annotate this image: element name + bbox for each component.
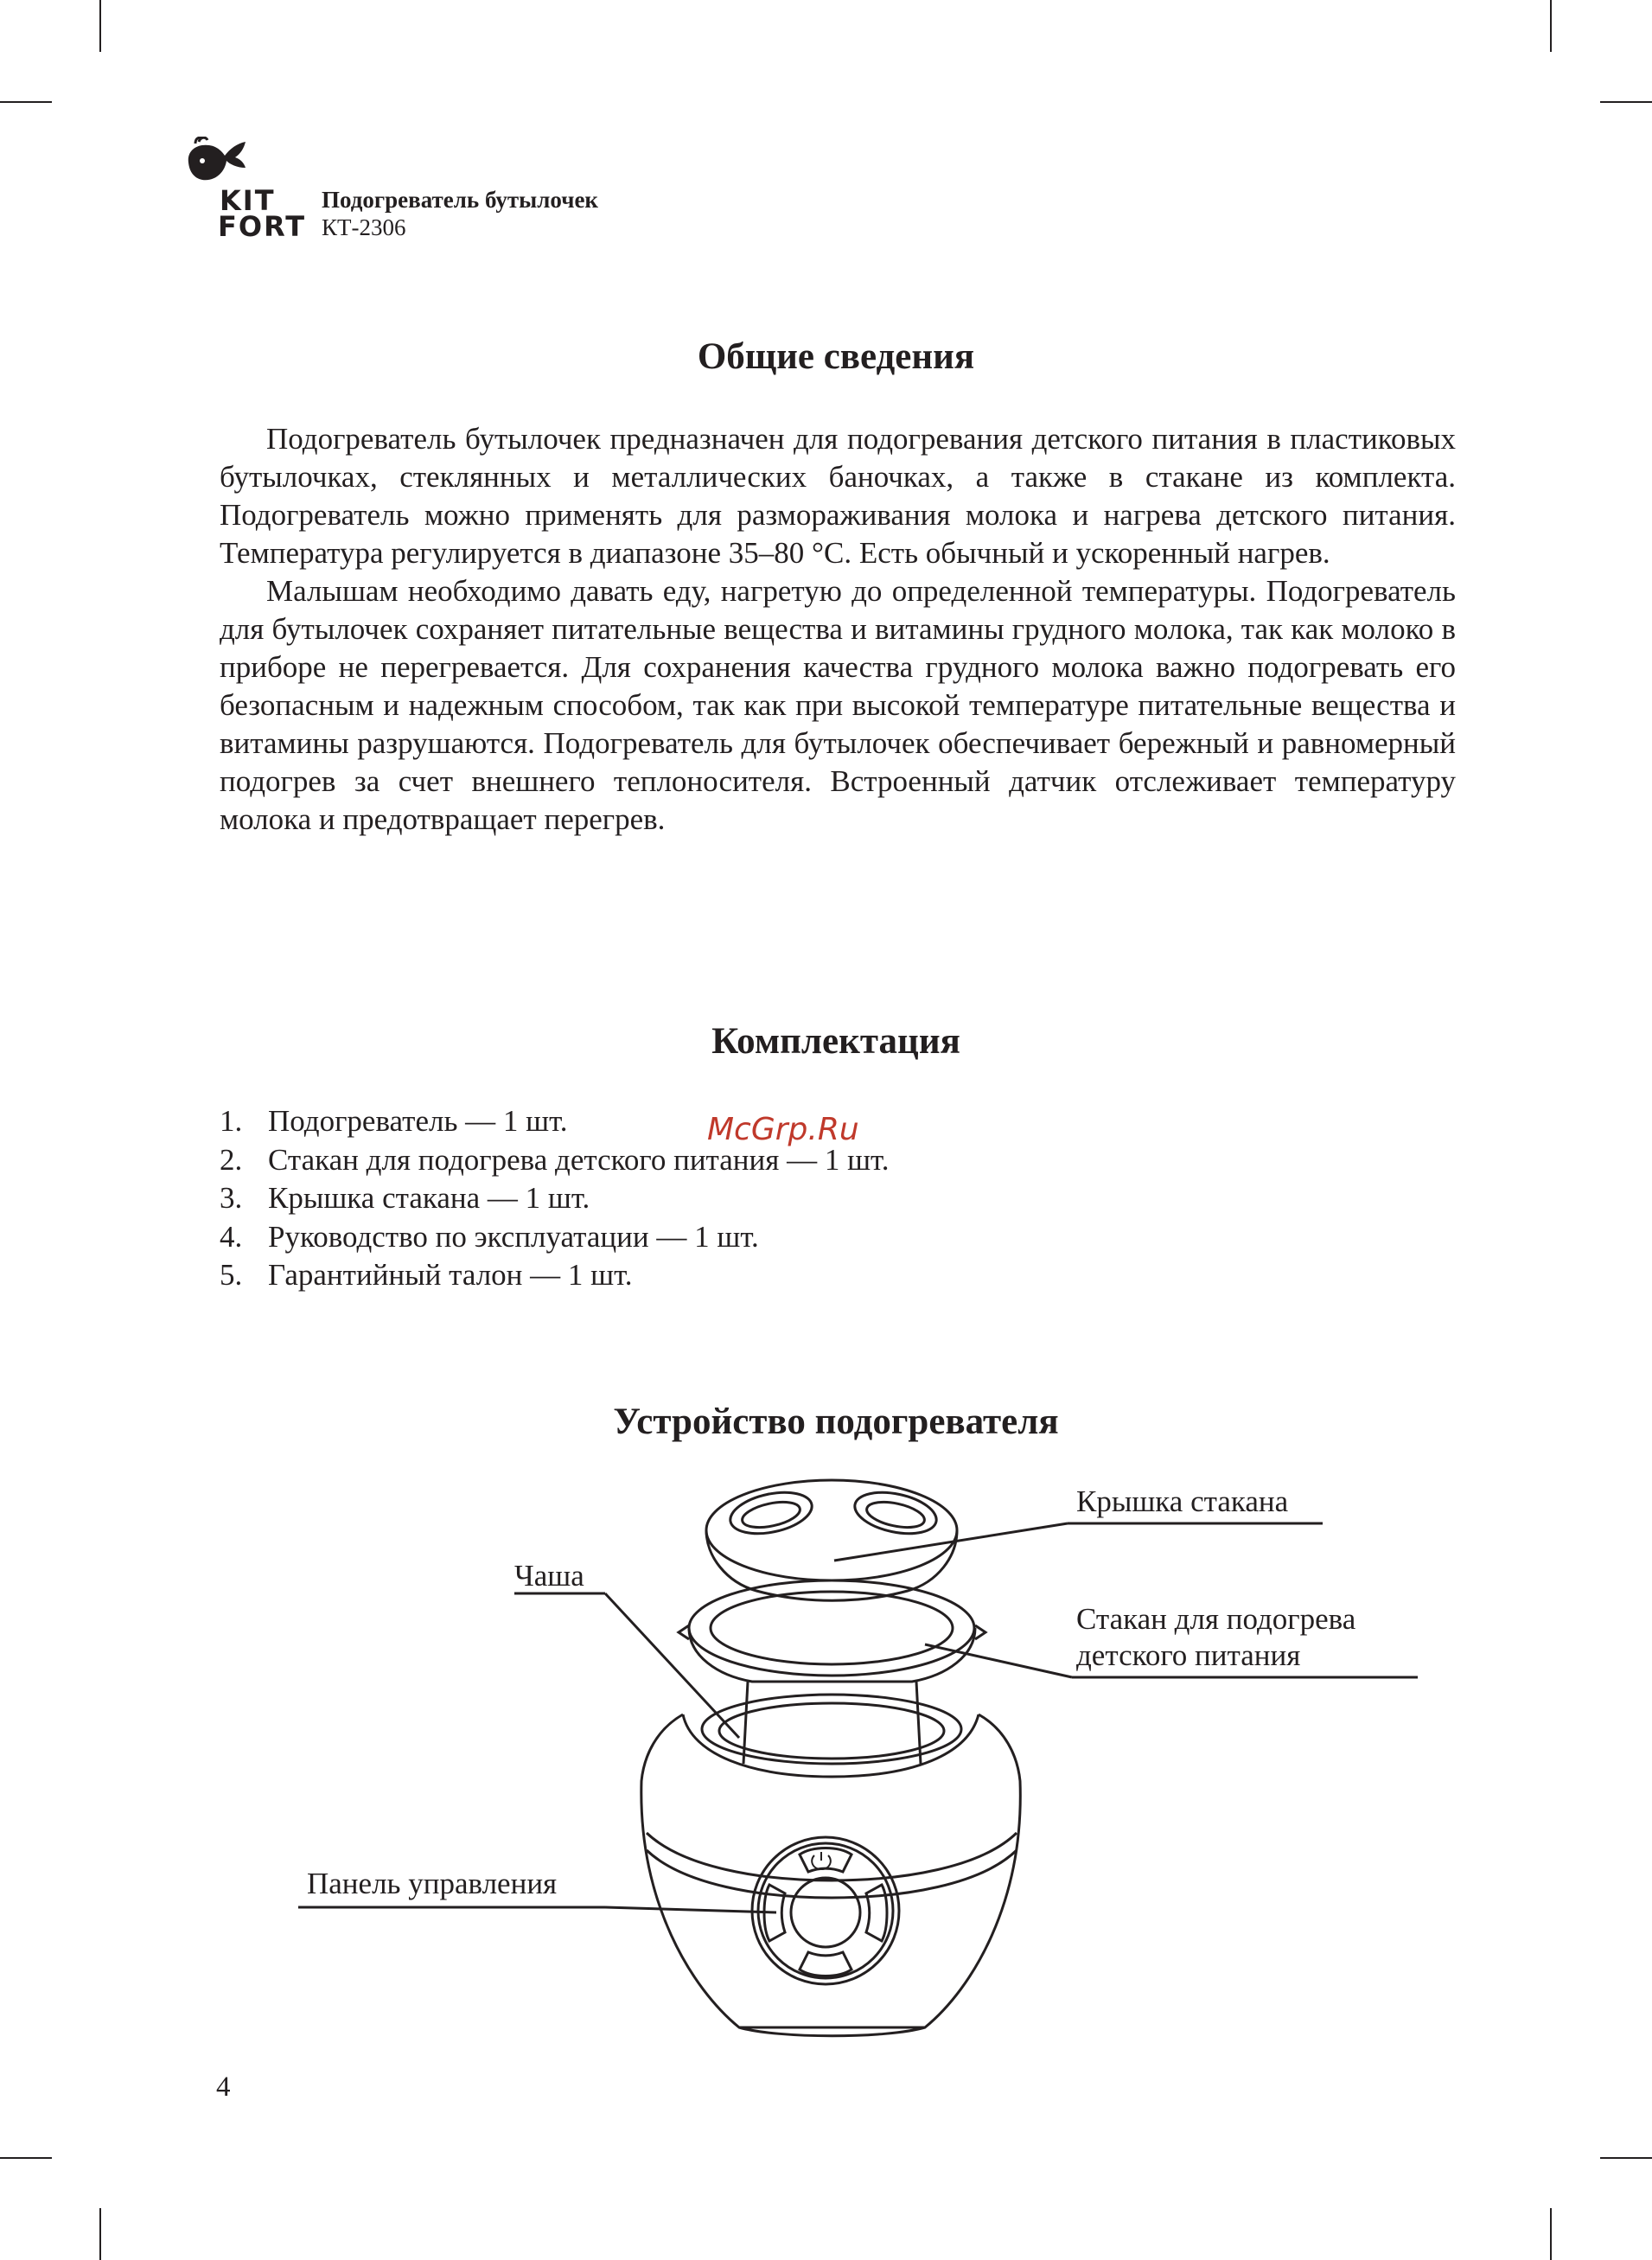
right-button: [866, 1885, 887, 1941]
leader-panel: [605, 1907, 776, 1912]
label-bowl: Чаша: [514, 1559, 584, 1593]
section-heading-device: Устройство подогревателя: [613, 1401, 1059, 1442]
list-item: 5. Гарантийный талон — 1 шт.: [220, 1258, 633, 1292]
label-cup-line2: детского питания: [1076, 1638, 1301, 1672]
list-item: 2. Стакан для подогрева детского питания — 1 шт.: [220, 1142, 890, 1177]
control-panel: [752, 1837, 899, 1984]
list-item: 3. Крышка стакана — 1 шт.: [220, 1181, 590, 1215]
list-item: 1. Подогреватель — 1 шт.: [220, 1104, 568, 1138]
label-panel: Панель управления: [307, 1867, 558, 1900]
lid-top: [706, 1480, 957, 1580]
watermark: McGrp.Ru: [707, 1112, 859, 1147]
section-heading-general: Общие сведения: [697, 336, 975, 377]
header-model: КТ-2306: [322, 214, 406, 240]
bottom-button: [800, 1952, 852, 1976]
list-item: 4. Руководство по эксплуатации — 1 шт.: [220, 1219, 759, 1254]
logo-text-fort: FORT: [218, 210, 307, 243]
header-title: Подогреватель бутылочек: [322, 187, 598, 213]
paragraph: Подогреватель бутылочек предназначен для подогревания детского питания в пластиковых бутылочках, стеклянных и металлических баночках, а также в стакане из комплекта. Подогреватель можно применять для размораживания молока и нагрева детского питания. Температура регулируется в диапазоне 35–80 °С. Есть обычный и ускоренный нагрев.: [220, 422, 1456, 570]
page-number: 4: [216, 2072, 231, 2103]
paragraph: Малышам необходимо давать еду, нагретую до определенной температуры. Подогреватель для бутылочек сохраняет питательные вещества и витамины грудного молока, так как молоко в приборе не перегревается. Для сохранения качества грудного молока важно подогревать его безопасным и надежным способом, так как при высокой температуре питательные вещества и витамины разрушаются. Подогреватель для бутылочек обеспечивает бережный и равномерный подогрев за счет внешнего теплоносителя. Встроенный датчик отслеживает температуру молока и предотвращает перегрев.: [220, 574, 1456, 836]
body-seam: [647, 1833, 1017, 1880]
bowl-opening: [702, 1695, 961, 1764]
center-button: [791, 1878, 860, 1947]
lid-hole-left: [726, 1486, 815, 1541]
logo-text-kit: KIT: [220, 184, 276, 217]
label-cup-line1: Стакан для подогрева: [1076, 1602, 1356, 1636]
cup-rim: [689, 1580, 974, 1676]
lid-hole-right: [851, 1486, 940, 1541]
section-heading-contents: Комплектация: [711, 1021, 960, 1062]
leader-cup: [925, 1644, 1072, 1677]
label-lid: Крышка стакана: [1076, 1484, 1289, 1518]
